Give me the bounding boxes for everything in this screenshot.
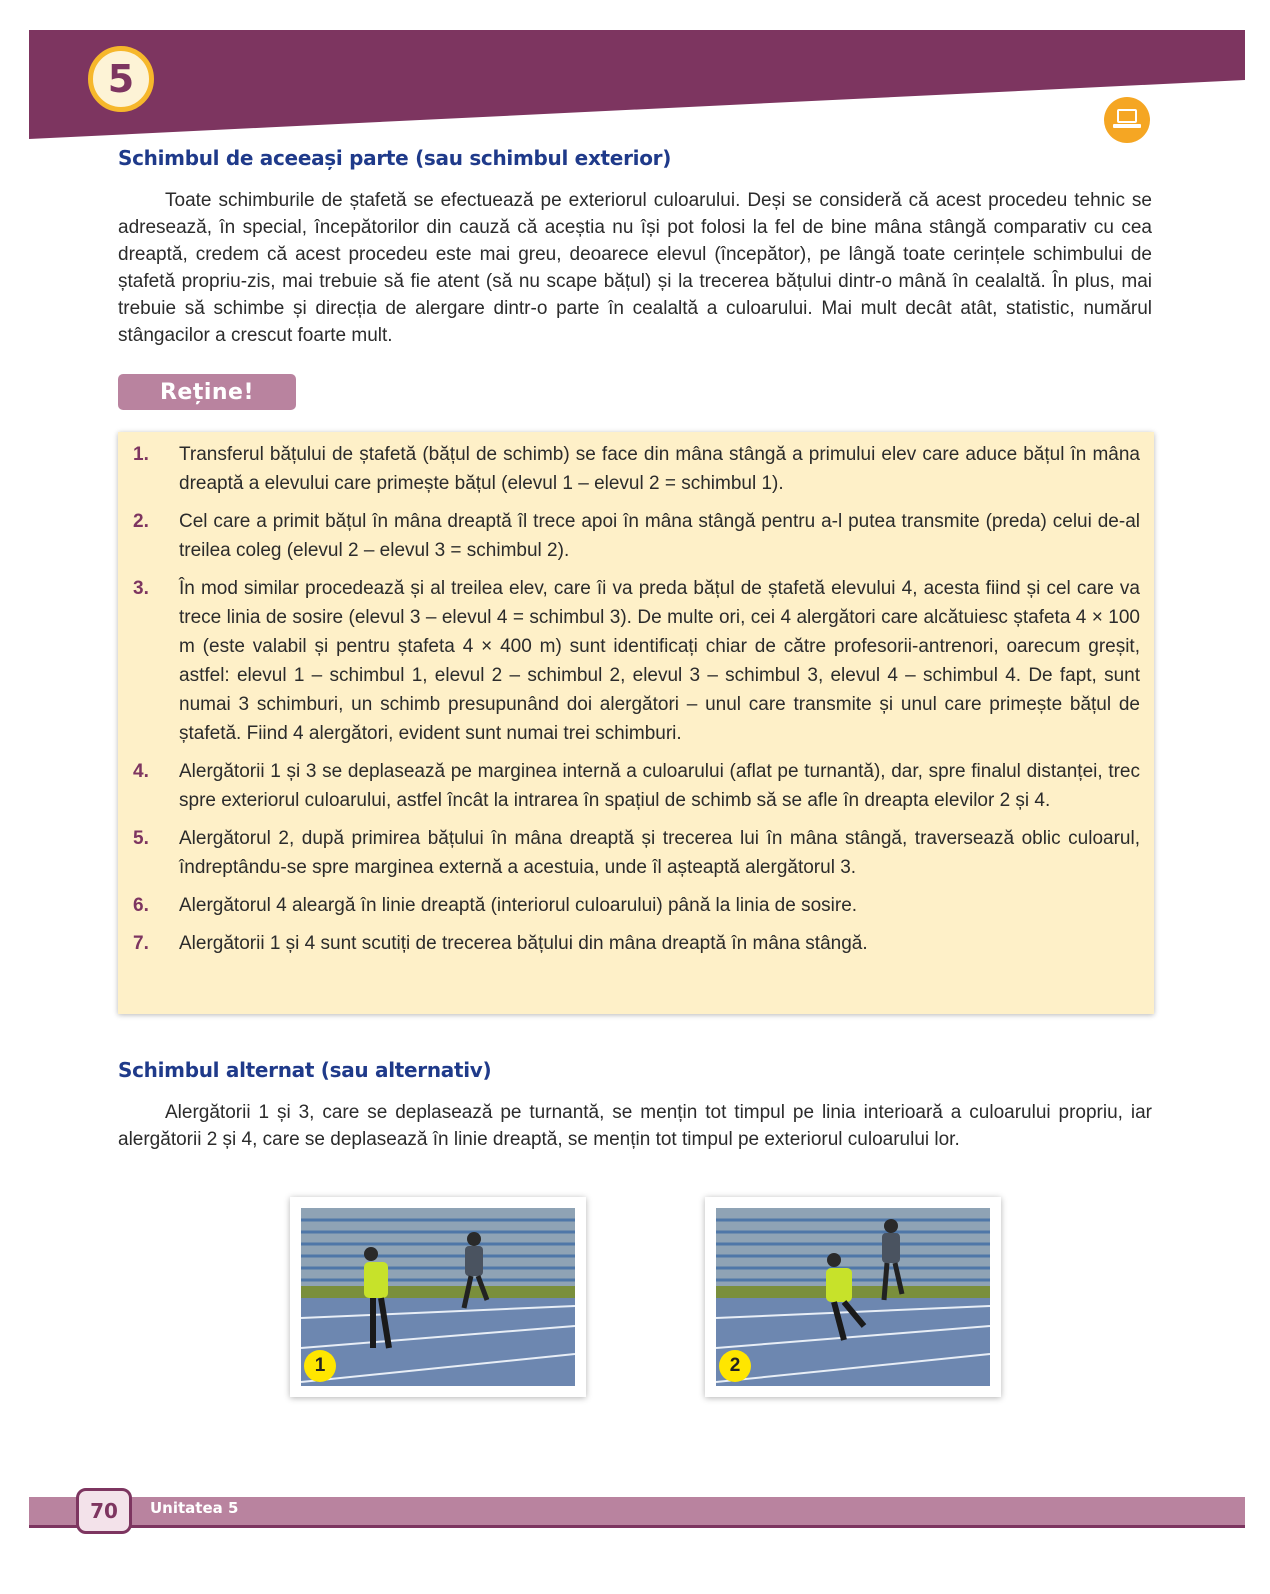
list-item-text: Alergătorii 1 și 3 se deplasează pe marginea internă a culoarului (aflat pe turnantă), dar, spre finalul distanței, trec spre exteriorul culoarului, astfel încât la intrarea în spațiul de schimb să se afle în dreapta elevilor 2 și 4. <box>179 761 1140 811</box>
section-paragraph-alternate-exchange: Alergătorii 1 și 3, care se deplasează pe turnantă, se mențin tot timpul pe linia interioară a culoarului propriu, iar alergătorii 2 și 4, care se deplasează în linie dreaptă, se mențin tot timpul pe exteriorul culoarului lor. <box>118 1102 1152 1150</box>
photo-number-badge: 2 <box>719 1350 751 1382</box>
list-item <box>132 574 1140 748</box>
list-item <box>132 824 1140 882</box>
list-item <box>132 440 1140 498</box>
list-item-number: 5. <box>133 828 149 849</box>
chapter-number-badge: 5 <box>88 46 154 112</box>
photo-number-badge: 1 <box>304 1350 336 1382</box>
list-item-number: 1. <box>133 444 149 465</box>
list-item-number: 4. <box>133 761 149 782</box>
section-title-exterior-exchange: Schimbul de aceeași parte (sau schimbul exterior) <box>118 146 672 170</box>
section-title-alternate-exchange: Schimbul alternat (sau alternativ) <box>118 1058 492 1082</box>
list-item-number: 7. <box>133 933 149 954</box>
retine-label: Reține! <box>118 374 296 410</box>
list-item-text: Alergătorul 4 aleargă în linie dreaptă (interiorul culoarului) până la linia de sosire. <box>179 895 858 916</box>
list-item <box>132 891 1140 920</box>
track-photo <box>716 1208 990 1386</box>
section-paragraph-exterior-exchange: Toate schimburile de ștafetă se efectuează pe exteriorul culoarului. Deși se consideră că acest procedeu tehnic se adresează, în special, începătorilor din cauză că aceștia nu își pot folosi la fel de bine mâna stângă comparativ cu cea dreaptă, credem că acest procedeu este mai greu, deoarece elevul (începător), pe lângă toate cerințele schimbului de ștafetă propriu-zis, mai trebuie să fie atent (să nu scape bățul) și la trecerea bățului dintr-o mână în cealaltă. În plus, mai trebuie să schimbe și direcția de alergare dintr-o parte în cealaltă a culoarului. Mai mult decât atât, statistic, numărul stângacilor a crescut foarte mult. <box>118 190 1152 346</box>
photo-relay-1 <box>290 1197 586 1397</box>
rules-box <box>118 432 1154 1014</box>
list-item <box>132 507 1140 565</box>
list-item <box>132 929 1140 958</box>
footer-divider <box>29 1525 1245 1528</box>
list-item <box>132 757 1140 815</box>
list-item-number: 6. <box>133 895 149 916</box>
track-photo <box>301 1208 575 1386</box>
list-item-text: Transferul bățului de ștafetă (bățul de schimb) se face din mâna stângă a primului elev care aduce bățul în mâna dreaptă a elevului care primește bățul (elevul 1 – elevul 2 = schimbul 1). <box>179 444 1140 494</box>
list-item-number: 3. <box>133 578 149 599</box>
list-item-text: Alergătorul 2, după primirea bățului în mâna dreaptă și trecerea lui în mâna stângă, traversează oblic culoarul, îndreptându-se spre marginea externă a acestuia, unde îl așteaptă alergătorul 3. <box>179 828 1140 878</box>
list-item-text: Alergătorii 1 și 4 sunt scutiți de trecerea bățului din mâna dreaptă în mâna stângă. <box>179 933 868 954</box>
list-item-text: Cel care a primit bățul în mâna dreaptă îl trece apoi în mâna stângă pentru a-l putea transmite (preda) celui de-al treilea coleg (elevul 2 – elevul 3 = schimbul 2). <box>179 511 1140 561</box>
header-band <box>0 0 1270 160</box>
photo-relay-2 <box>705 1197 1001 1397</box>
page-number: 70 <box>76 1488 132 1534</box>
unit-label: Unitatea 5 <box>150 1499 239 1517</box>
laptop-icon[interactable] <box>1104 97 1150 143</box>
list-item-number: 2. <box>133 511 149 532</box>
list-item-text: În mod similar procedează și al treilea elev, care îi va preda bățul de ștafetă elevului 4, acesta fiind și cel care va trece linia de sosire (elevul 3 – elevul 4 = schimbul 3). De multe ori, cei 4 alergători care alcătuiesc ștafeta 4 × 100 m (este valabil și pentru ștafeta 4 × 400 m) sunt identificați chiar de către profesorii-antrenori, oarecum greșit, astfel: elevul 1 – schimbul 1, elevul 2 – schimbul 2, elevul 3 – schimbul 3, elevul 4 – schimbul 4. De fapt, sunt numai 3 schimburi, un schimb presupunând doi alergători – unul care transmite și unul care primește bățul de ștafetă. Fiind 4 alergători, evident sunt numai trei schimburi. <box>179 578 1140 744</box>
